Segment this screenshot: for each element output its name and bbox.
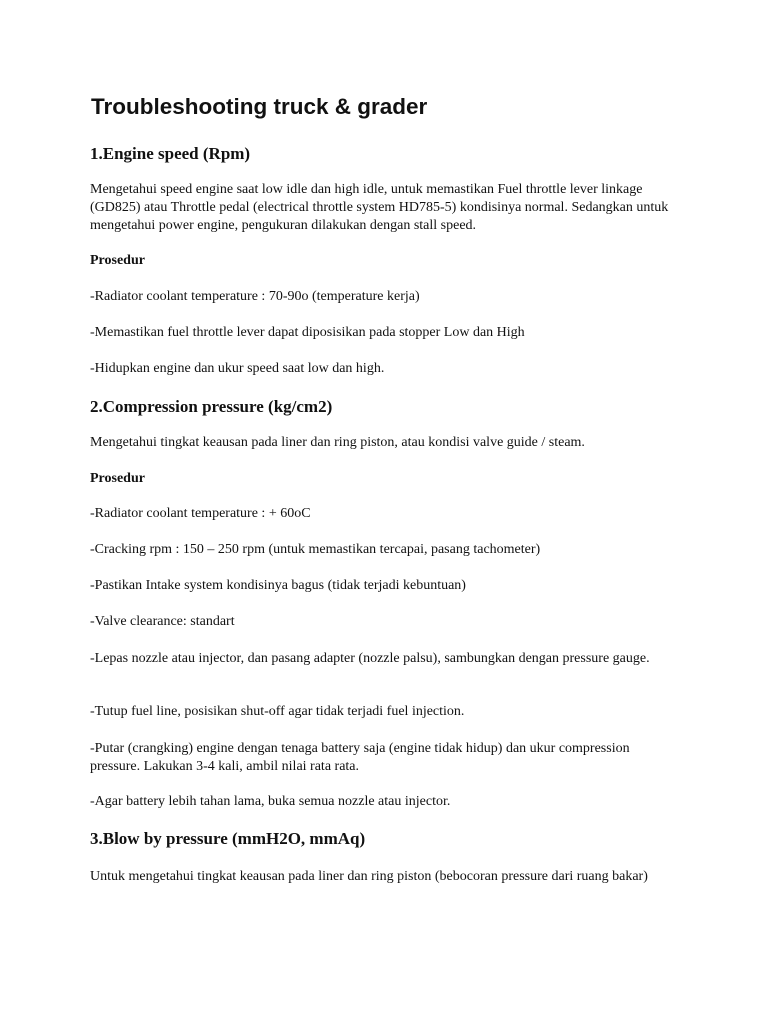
section-2-step-7: -Putar (crangking) engine dengan tenaga battery saja (engine tidak hidup) dan ukur compression pressure. Lakukan 3-4 kali, ambil nilai rata rata. [90, 741, 630, 774]
section-2-step-4: -Valve clearance: standart [90, 614, 235, 629]
section-2-step-3: -Pastikan Intake system kondisinya bagus (tidak terjadi kebuntuan) [90, 578, 466, 593]
section-1-procedure-label: Prosedur [90, 253, 145, 268]
section-2-step-6: -Tutup fuel line, posisikan shut-off agar tidak terjadi fuel injection. [90, 704, 465, 719]
section-2-step-8: -Agar battery lebih tahan lama, buka semua nozzle atau injector. [90, 794, 451, 809]
section-2-procedure-label: Prosedur [90, 471, 145, 486]
document-title: Troubleshooting truck & grader [91, 94, 428, 119]
section-2-intro: Mengetahui tingkat keausan pada liner dan ring piston, atau kondisi valve guide / steam. [90, 435, 585, 450]
section-1-heading: 1.Engine speed (Rpm) [90, 144, 251, 163]
section-2-step-2: -Cracking rpm : 150 – 250 rpm (untuk memastikan tercapai, pasang tachometer) [90, 542, 541, 557]
section-1-intro: Mengetahui speed engine saat low idle dan high idle, untuk memastikan Fuel throttle lever linkage (GD825) atau Throttle pedal (electrical throttle system HD785-5) kondisinya normal. Sedangkan untuk mengetahui power engine, pengukuran dilakukan dengan stall speed. [90, 182, 669, 233]
section-1-step-1: -Radiator coolant temperature : 70-90o (temperature kerja) [90, 289, 420, 304]
section-2-step-1: -Radiator coolant temperature : + 60oC [90, 506, 311, 521]
section-3-intro: Untuk mengetahui tingkat keausan pada liner dan ring piston (bebocoran pressure dari ruang bakar) [90, 869, 648, 884]
section-2-step-5: -Lepas nozzle atau injector, dan pasang adapter (nozzle palsu), sambungkan dengan pressure gauge. [90, 651, 650, 666]
section-2-heading: 2.Compression pressure (kg/cm2) [90, 397, 333, 416]
section-1-step-2: -Memastikan fuel throttle lever dapat diposisikan pada stopper Low dan High [90, 325, 525, 340]
section-3-heading: 3.Blow by pressure (mmH2O, mmAq) [90, 829, 366, 848]
section-1-step-3: -Hidupkan engine dan ukur speed saat low dan high. [90, 361, 385, 376]
